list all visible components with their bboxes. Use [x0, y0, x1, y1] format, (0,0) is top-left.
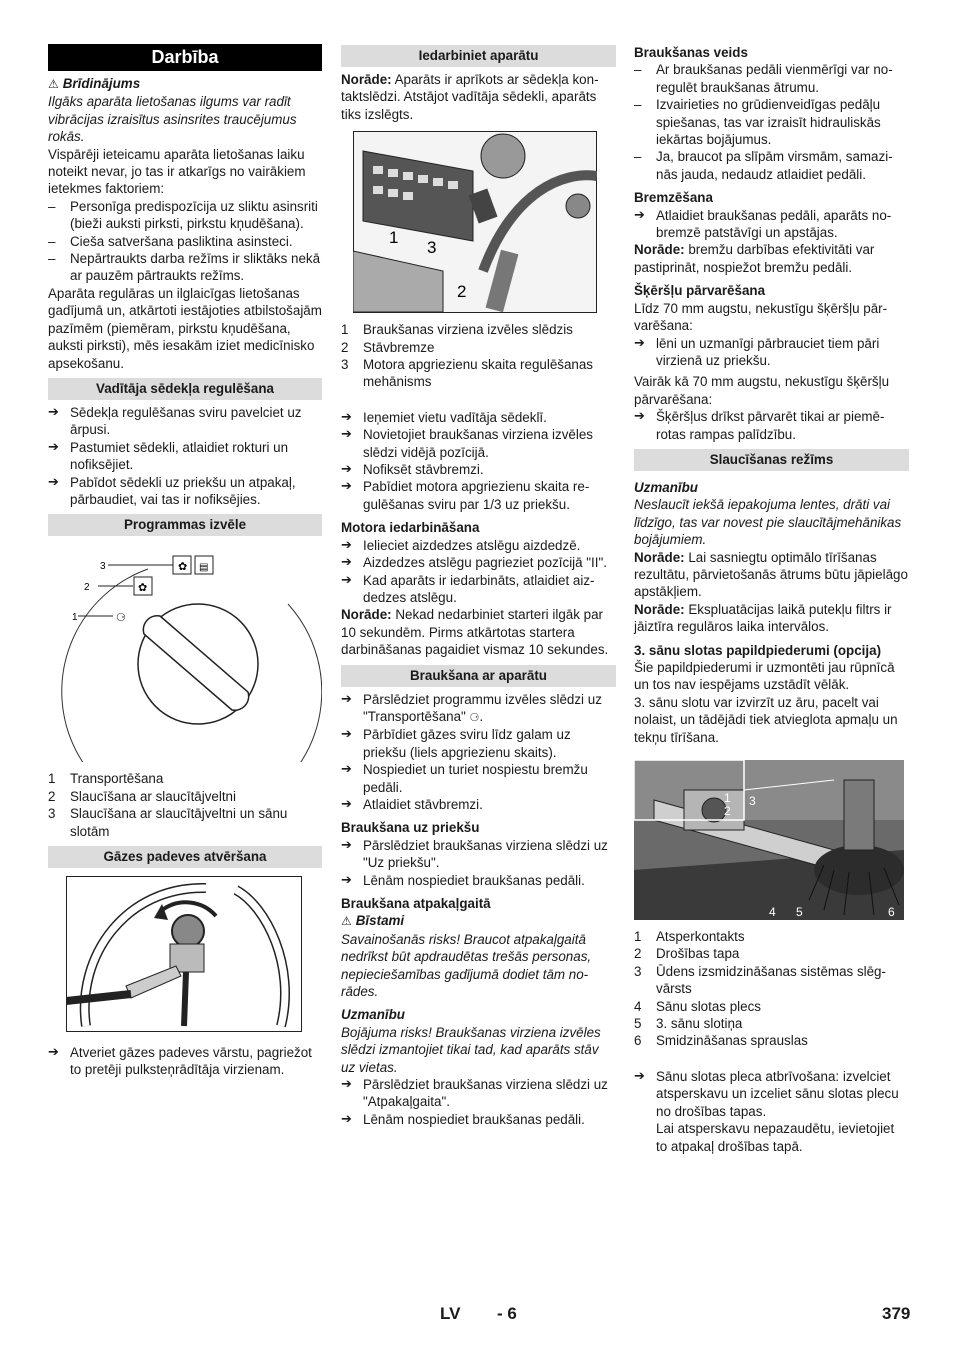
subheading-mode: Braukšanas veids	[634, 45, 748, 60]
step-item: ➔ Nospiediet un turiet nospiestu bremžu pedāli.	[341, 761, 616, 796]
subheading-side-broom: 3. sānu slotas papildpiederumi (opcija)	[634, 642, 882, 658]
danger-text: Savainošanās risks! Braucot atpakaļgaitā nedrīkst būt apdraudētas trešās personas, nepieciešamības gadījumā dodiet tām norādes.	[341, 931, 592, 1000]
obstacle-low-text: Līdz 70 mm augstu, nekustīgu šķēršļu pārvarēšana:	[634, 300, 888, 334]
footer-section-page: - 6	[497, 1304, 517, 1323]
list-item: – Cieša satveršana pasliktina asinsteci.	[48, 233, 322, 250]
list-item: – Personīga predispozīcija uz sliktu asinsriti (bieži auksti pirksti, pirkstu kņudēšana).	[48, 198, 322, 233]
section-title-startup: Iedarbiniet aparātu	[341, 45, 616, 67]
step-item: ➔ Ielieciet aizdedzes atslēgu aizdedzē.	[341, 537, 616, 554]
figure-label: 2	[457, 282, 467, 302]
subheading-reverse: Braukšana atpakaļgaitā	[341, 896, 491, 911]
step-item: ➔ Sēdekļa regulēšanas sviru pavelciet uz ārpusi.	[48, 404, 322, 439]
section-title-driving: Braukšana ar aparātu	[341, 665, 616, 687]
side-broom-text: 3. sānu slotu var izvirzīt uz āru, pacelt vai nolaist, un tādējādi tiek atvieglota apmaļu un tekņu tīrīšana.	[634, 694, 898, 745]
advice-text: Aparāta regulāras un ilglaicīgas lietošanas gadījumā un, atkārtoti iestājoties atbilstošajām pazīmēm (piemēram, pirkstu kņudēšana, auksti pirksti), mēs iesakām iziet medicīnisko apsekošanu.	[48, 285, 322, 371]
warning-icon: ⚠	[48, 77, 59, 91]
section-title-program: Programmas izvēle	[48, 514, 322, 536]
step-item: ➔ Pabīdot sēdekli uz priekšu un atpakaļ, pārbaudiet, vai tas ir nofiksējies.	[48, 474, 322, 509]
list-item: – Ar braukšanas pedāli vienmērīgi var noregulēt braukšanas ātrumu.	[634, 61, 909, 96]
program-selector-figure	[48, 544, 322, 762]
step-item: ➔ Šķēršļus drīkst pārvarēt tikai ar piemērotas rampas palīdzību.	[634, 408, 909, 443]
legend-item: 1 Atsperkontakts	[634, 929, 745, 945]
caution-heading: Uzmanību	[634, 479, 698, 495]
step-item: ➔ Atlaidiet braukšanas pedāli, aparāts nobremzē patstāvīgi un apstājas.	[634, 207, 909, 242]
list-item: – Ja, braucot pa slīpām virsmām, samazinās jauda, nedaudz atlaidiet pedāli.	[634, 148, 909, 183]
step-item: ➔ Pārslēdziet braukšanas virziena slēdzi uz "Atpakaļgaita".	[341, 1076, 616, 1111]
warning-heading: ⚠ Brīdinājums	[48, 75, 322, 93]
svg-text:✿: ✿	[178, 561, 188, 574]
figure-label: 1	[389, 228, 399, 248]
caution-heading: Uzmanību	[341, 1007, 405, 1023]
step-item: ➔ Kad aparāts ir iedarbināts, atlaidiet aizdedzes atslēgu.	[341, 572, 616, 607]
svg-text:▤: ▤	[199, 562, 209, 574]
release-note: Lai atsperskavu nepazaudētu, ievietojiet to atpakaļ drošības tapā.	[656, 1121, 895, 1154]
svg-text:✿: ✿	[138, 582, 148, 595]
note-text: Norāde: Lai sasniegtu optimālo tīrīšanas rezultātu, pārvietošanās ātrums būtu jāpielāgo apstākļiem.	[634, 549, 908, 600]
figure-label: 3	[427, 238, 437, 258]
step-item: ➔ Aizdedzes atslēgu pagrieziet pozīcijā "II".	[341, 554, 616, 571]
legend-item: 1 Braukšanas virziena izvēles slēdzis	[341, 322, 573, 338]
intro-text: Vispārēji ieteicamu aparāta lietošanas laiku noteikt nevar, jo tas ir atkarīgs no vairākiem ietekmes faktoriem:	[48, 146, 306, 197]
subheading-engine: Motora iedarbināšana	[341, 520, 480, 536]
obstacle-high-text: Vairāk kā 70 mm augstu, nekustīgu šķēršļu pārvarēšana:	[634, 374, 890, 407]
section-title-gas: Gāzes padeves atvēršana	[48, 846, 322, 868]
figure-label: 1	[724, 791, 731, 806]
step-item: ➔ Atlaidiet stāvbremzi.	[341, 796, 616, 813]
step-item: ➔ Nofiksēt stāvbremzi.	[341, 461, 616, 478]
column-3	[634, 44, 909, 1155]
legend-item: 3 Slaucīšana ar slaucītājveltni un sānu slotām	[48, 806, 288, 839]
step-item: ➔ Ieņemiet vietu vadītāja sēdeklī.	[341, 409, 616, 426]
note-text: Norāde: Nekad nedarbiniet starteri ilgāk par 10 sekundēm. Pirms atkārtotas startera darbināšanas pagaidiet vismaz 10 sekundes.	[341, 607, 609, 658]
legend-item: 1 Transportēšana	[48, 771, 164, 787]
gas-valve-figure	[66, 876, 322, 1036]
figure-label: 6	[888, 905, 895, 920]
side-broom-text: Šie papildpiederumi ir uzmontēti jau rūpnīcā un tos nav iespējams uzstādīt vēlāk.	[634, 660, 895, 693]
legend-item: 4 Sānu slotas plecs	[634, 998, 761, 1014]
list-item: – Izvairieties no grūdienveidīgas pedāļu spiešanas, tas var izraisīt hidrauliskās iekārtas bojājumus.	[634, 96, 909, 148]
note-text: Norāde: Ekspluatācijas laikā putekļu filtrs ir jāiztīra regulāros laika intervālos.	[634, 601, 892, 635]
footer-language: LV	[440, 1304, 461, 1323]
legend-item: 6 Smidzināšanas sprauslas	[634, 1033, 808, 1049]
svg-text:⚆: ⚆	[116, 612, 126, 625]
section-title-seat: Vadītāja sēdekļa regulēšana	[48, 378, 322, 400]
side-broom-figure	[634, 760, 909, 920]
warning-text: Ilgāks aparāta lietošanas ilgums var radīt vibrācijas izraisītus asinsrites traucējumus rokās.	[48, 94, 297, 145]
column-2	[341, 44, 616, 1128]
step-item: ➔ Sānu slotas pleca atbrīvošana: izvelciet atsperskavu un izceliet sānu slotas plecu no drošības tapas.	[634, 1068, 909, 1120]
column-1	[48, 44, 322, 1079]
legend-item: 2 Slaucīšana ar slaucītājveltni	[48, 788, 236, 804]
legend-item: 3 Ūdens izsmidzināšanas sistēmas slēgvārsts	[634, 963, 886, 997]
step-item: ➔ Novietojiet braukšanas virziena izvēles slēdzi vidējā pozīcijā.	[341, 426, 616, 461]
list-item: – Nepārtraukts darba režīms ir sliktāks nekā ar pauzēm pārtraukts režīms.	[48, 250, 322, 285]
figure-label: 3	[100, 561, 106, 573]
legend-item: 2 Drošības tapa	[634, 946, 740, 962]
figure-label: 5	[796, 905, 803, 920]
danger-heading: ⚠ Bīstami	[341, 912, 616, 930]
footer-page-number: 379	[882, 1304, 911, 1323]
step-item: ➔ Atveriet gāzes padeves vārstu, pagriežot to pretēji pulksteņrādītāja virzienam.	[48, 1044, 322, 1079]
legend-item: 2 Stāvbremze	[341, 339, 435, 355]
subheading-brake: Bremzēšana	[634, 190, 713, 206]
legend-item: 5 3. sānu slotiņa	[634, 1016, 743, 1032]
caution-text: Neslaucīt iekšā iepakojuma lentes, drāti vai līdzīgo, tas var novest pie slaucītājmehānikas bojājumiem.	[634, 497, 902, 548]
legend-item: 3 Motora apgriezienu skaita regulēšanas mehānisms	[341, 357, 594, 390]
step-item: ➔ Pastumiet sēdekli, atlaidiet rokturi un nofiksējiet.	[48, 439, 322, 474]
step-item: ➔ Lēnām nospiediet braukšanas pedāli.	[341, 872, 616, 889]
note-text: Norāde: bremžu darbības efektivitāti var pastiprināt, nospiežot bremžu pedāli.	[634, 242, 875, 275]
warning-icon: ⚠	[341, 914, 352, 929]
transport-icon: ⚆	[469, 710, 480, 724]
figure-label: 1	[72, 612, 78, 624]
step-item: ➔ Pārbīdiet gāzes sviru līdz galam uz priekšu (liels apgriezienu skaits).	[341, 726, 616, 761]
figure-label: 4	[769, 905, 776, 920]
step-item: ➔ Pārslēdziet braukšanas virziena slēdzi uz "Uz priekšu".	[341, 837, 616, 872]
figure-label: 3	[749, 794, 756, 809]
section-title-sweeping: Slaucīšanas režīms	[634, 449, 909, 471]
step-item: ➔ Pārslēdziet programmu izvēles slēdzi uz "Transportēšana" ⚆.	[341, 691, 616, 727]
subheading-obstacle: Šķēršļu pārvarēšana	[634, 283, 766, 299]
step-item: ➔ lēni un uzmanīgi pārbrauciet tiem pāri virzienā uz priekšu.	[634, 335, 909, 370]
figure-label: 2	[724, 804, 731, 819]
control-panel-figure	[353, 131, 616, 313]
section-title-operation: Darbība	[48, 44, 322, 71]
note-text: Norāde: Aparāts ir aprīkots ar sēdekļa kontaktslēdzi. Atstājot vadītāja sēdekli, aparāts tiks izslēgts.	[341, 72, 599, 122]
step-item: ➔ Pabīdiet motora apgriezienu skaita regulēšanas sviru par 1/3 uz priekšu.	[341, 478, 616, 513]
step-item: ➔ Lēnām nospiediet braukšanas pedāli.	[341, 1111, 616, 1128]
subheading-forward: Braukšana uz priekšu	[341, 820, 480, 836]
caution-text: Bojājuma risks! Braukšanas virziena izvēles slēdzi izmantojiet tikai tad, kad aparāts stāv uz vietas.	[341, 1024, 601, 1075]
figure-label: 2	[84, 582, 90, 594]
